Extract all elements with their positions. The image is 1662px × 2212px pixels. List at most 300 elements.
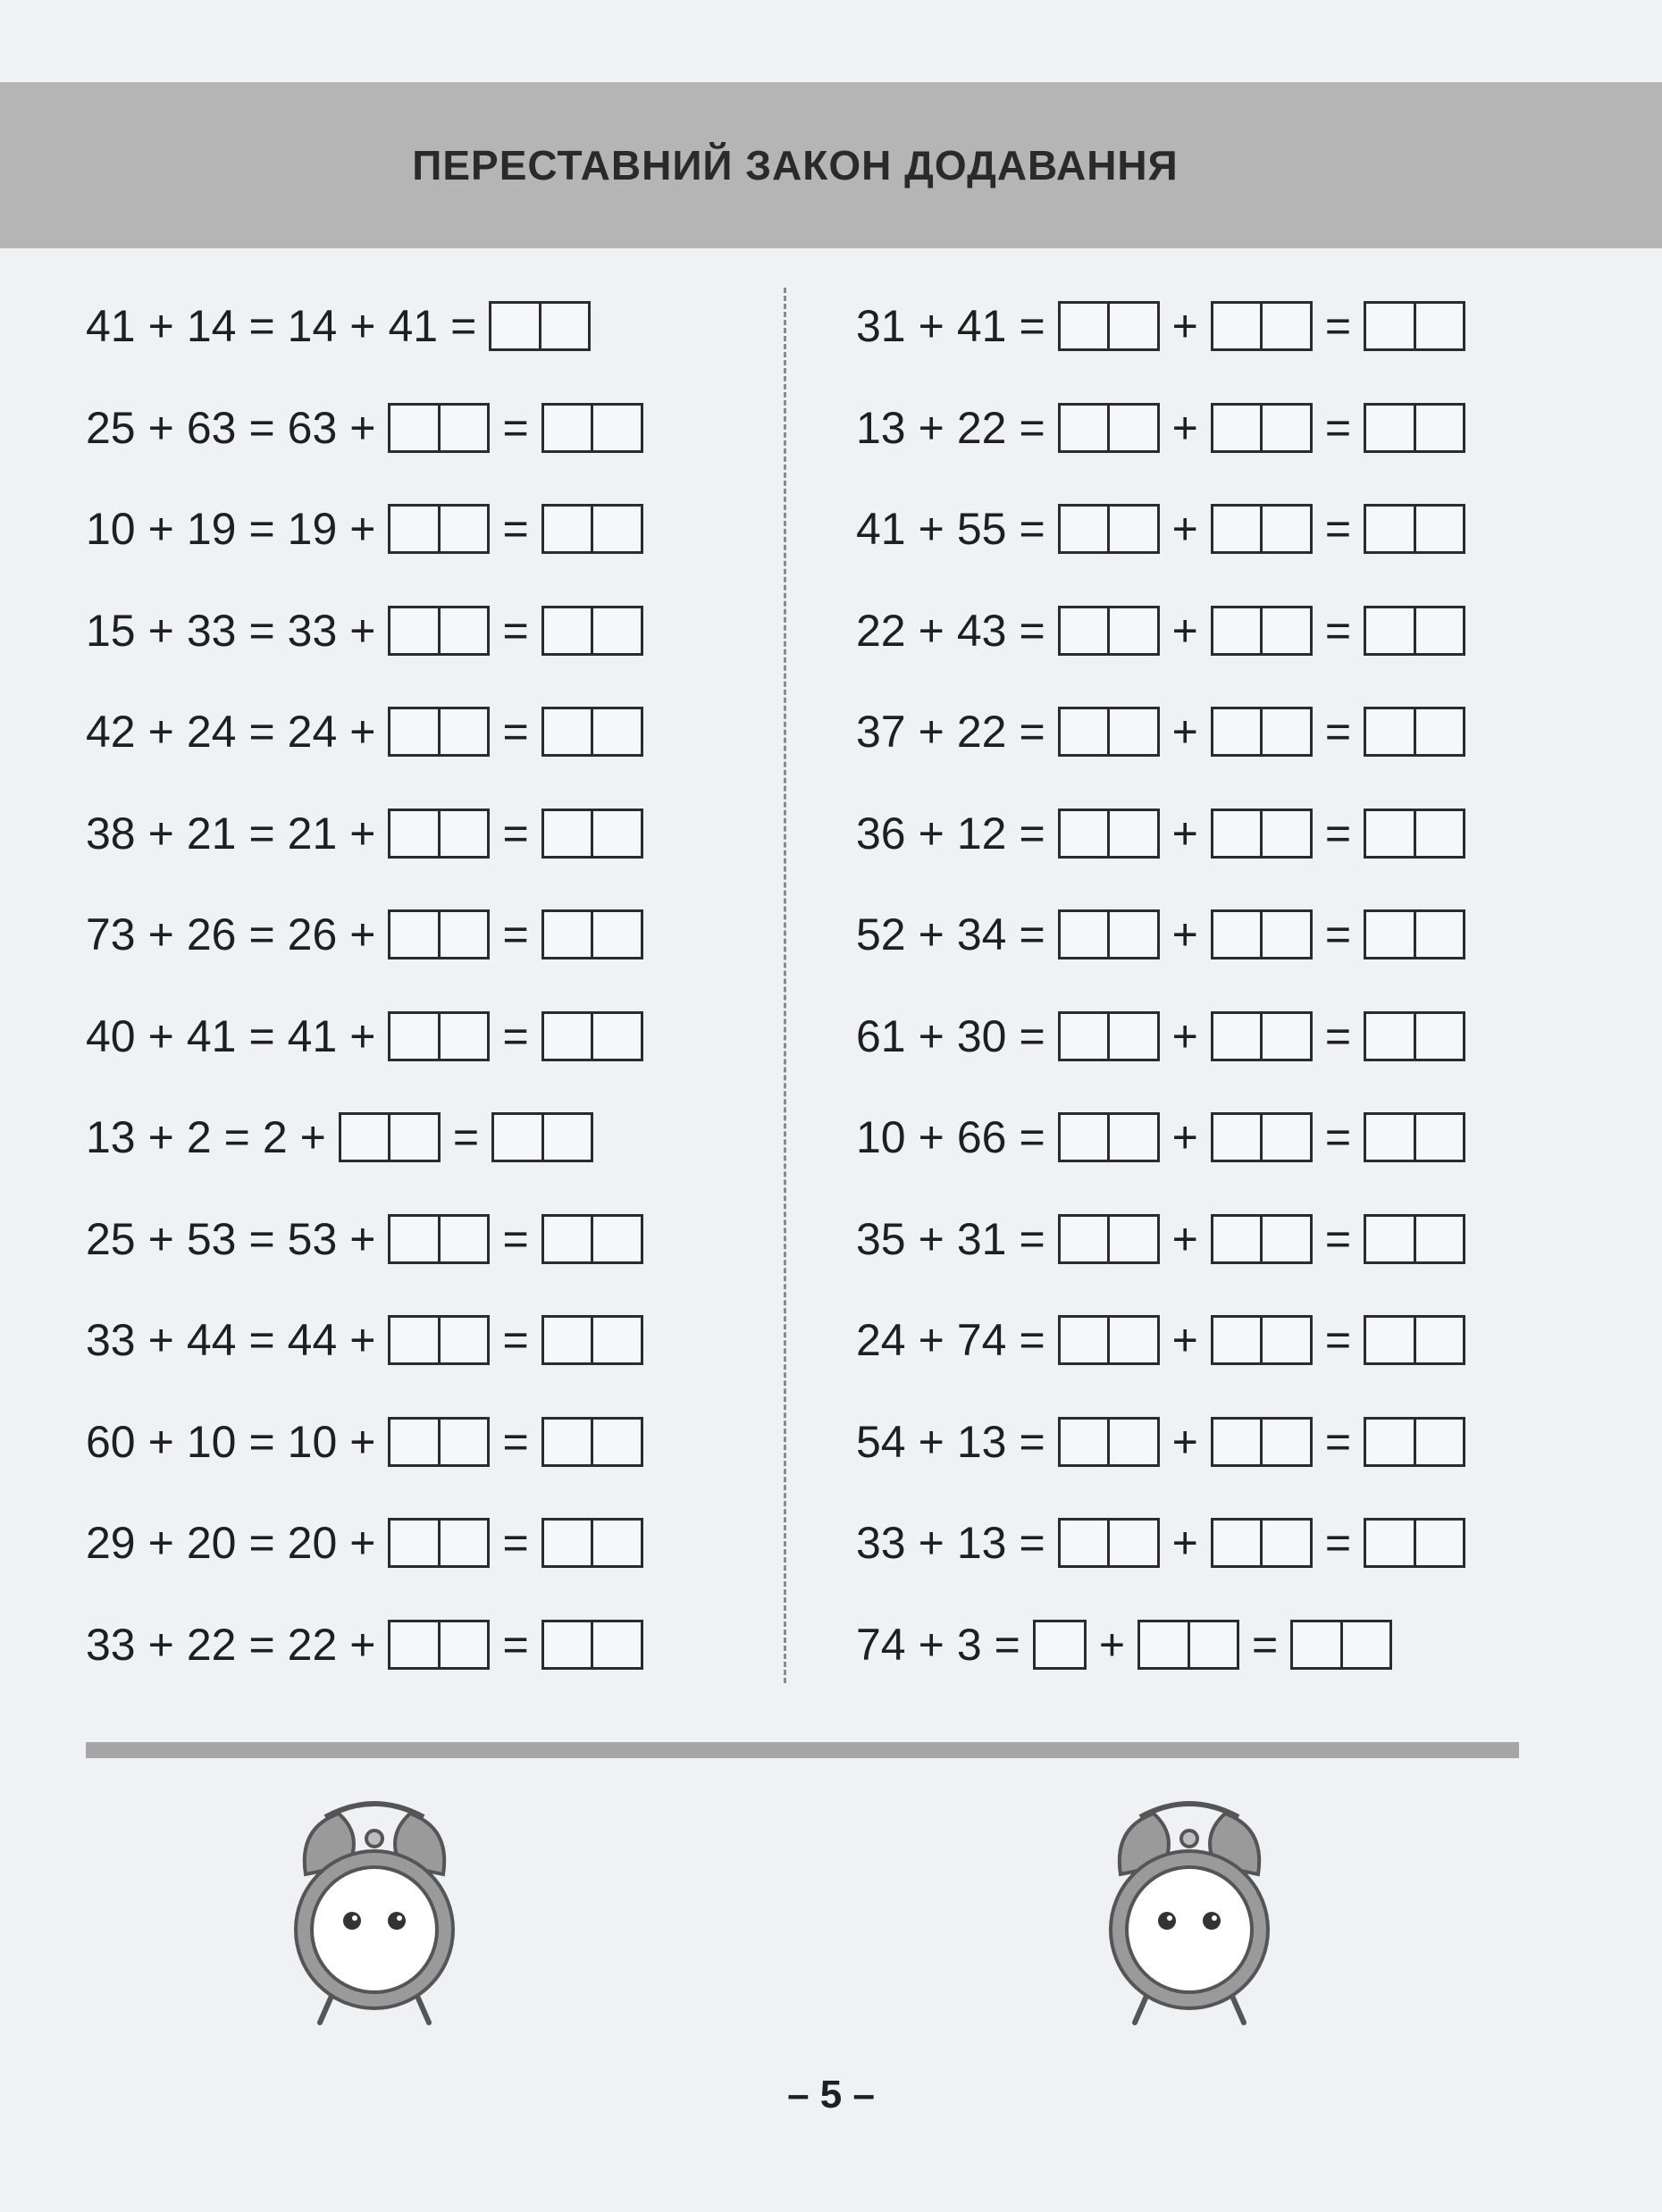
addend-a: 24 bbox=[856, 1315, 906, 1365]
digit-cell[interactable] bbox=[1414, 709, 1464, 754]
answer-box[interactable] bbox=[1058, 606, 1160, 656]
equals-sign: = bbox=[1324, 301, 1352, 351]
addend-a: 54 bbox=[856, 1416, 906, 1467]
digit-cell[interactable] bbox=[390, 406, 438, 450]
digit-cell[interactable] bbox=[1061, 912, 1108, 957]
answer-box[interactable] bbox=[489, 301, 591, 351]
digit-cell[interactable] bbox=[544, 608, 592, 653]
digit-cell[interactable] bbox=[1340, 1622, 1390, 1667]
digit-cell[interactable] bbox=[1213, 608, 1261, 653]
addend-a: 33 bbox=[86, 1619, 136, 1670]
answer-box[interactable] bbox=[388, 403, 490, 453]
digit-cell[interactable] bbox=[1260, 811, 1310, 856]
answer-box[interactable] bbox=[388, 1417, 490, 1467]
digit-cell[interactable] bbox=[1213, 912, 1261, 957]
exercise-row bbox=[86, 1309, 643, 1371]
equals-sign: = bbox=[502, 1010, 529, 1061]
answer-box[interactable] bbox=[1364, 1112, 1465, 1162]
plus-sign: + bbox=[1171, 707, 1198, 757]
addend-b: 20 bbox=[186, 1518, 237, 1568]
digit-cell[interactable] bbox=[544, 1318, 592, 1362]
answer-box[interactable] bbox=[1364, 1518, 1465, 1568]
answer-box[interactable] bbox=[388, 909, 490, 959]
answer-box[interactable] bbox=[388, 1214, 490, 1264]
swapped-addend: 53 bbox=[287, 1213, 338, 1264]
answer-box[interactable] bbox=[1290, 1620, 1392, 1670]
swapped-addend: 26 bbox=[287, 909, 338, 959]
digit-cell[interactable] bbox=[1366, 1014, 1414, 1059]
addend-b: 22 bbox=[956, 402, 1007, 453]
exercise-row bbox=[86, 903, 643, 966]
addend-a: 61 bbox=[856, 1010, 906, 1061]
digit-cell[interactable] bbox=[541, 1115, 592, 1160]
swapped-addend: 22 bbox=[287, 1619, 338, 1670]
answer-box[interactable] bbox=[541, 1214, 643, 1264]
answer-box[interactable] bbox=[541, 606, 643, 656]
equals-sign: = bbox=[1019, 1416, 1045, 1467]
digit-cell[interactable] bbox=[591, 1622, 641, 1667]
addend-b: 22 bbox=[186, 1619, 237, 1670]
digit-cell[interactable] bbox=[1036, 1622, 1084, 1667]
digit-cell[interactable] bbox=[390, 912, 438, 957]
digit-cell[interactable] bbox=[1260, 1217, 1310, 1261]
equals-sign: = bbox=[1019, 1315, 1045, 1365]
digit-cell[interactable] bbox=[1213, 1014, 1261, 1059]
digit-cell[interactable] bbox=[1107, 1115, 1157, 1160]
digit-cell[interactable] bbox=[1260, 406, 1310, 450]
digit-cell[interactable] bbox=[591, 1420, 641, 1464]
answer-box[interactable] bbox=[1364, 909, 1465, 959]
answer-box[interactable] bbox=[1058, 1011, 1160, 1061]
equals-sign: = bbox=[248, 504, 275, 554]
digit-cell[interactable] bbox=[544, 1521, 592, 1565]
digit-cell[interactable] bbox=[1293, 1622, 1340, 1667]
addend-b: 19 bbox=[186, 504, 237, 554]
equals-sign: = bbox=[1324, 808, 1352, 859]
plus-sign: + bbox=[147, 1112, 174, 1162]
digit-cell[interactable] bbox=[1213, 1521, 1261, 1565]
digit-cell[interactable] bbox=[491, 304, 539, 348]
answer-box[interactable] bbox=[541, 1011, 643, 1061]
equals-sign: = bbox=[248, 1010, 275, 1061]
answer-box[interactable] bbox=[1364, 301, 1465, 351]
digit-cell[interactable] bbox=[591, 1217, 641, 1261]
answer-box[interactable] bbox=[1211, 606, 1313, 656]
equals-sign: = bbox=[223, 1112, 250, 1162]
answer-box-single[interactable] bbox=[1033, 1620, 1087, 1670]
equals-sign: = bbox=[1019, 1010, 1045, 1061]
plus-sign: + bbox=[1171, 1518, 1198, 1568]
digit-cell[interactable] bbox=[1061, 811, 1108, 856]
plus-sign: + bbox=[147, 1315, 174, 1365]
answer-box[interactable] bbox=[1211, 707, 1313, 757]
digit-cell[interactable] bbox=[1107, 1217, 1157, 1261]
digit-cell[interactable] bbox=[438, 912, 488, 957]
digit-cell[interactable] bbox=[1414, 1217, 1464, 1261]
digit-cell[interactable] bbox=[438, 1420, 488, 1464]
digit-cell[interactable] bbox=[1260, 709, 1310, 754]
digit-cell[interactable] bbox=[1414, 912, 1464, 957]
digit-cell[interactable] bbox=[438, 1318, 488, 1362]
digit-cell[interactable] bbox=[1260, 1521, 1310, 1565]
equals-sign: = bbox=[502, 808, 529, 859]
digit-cell[interactable] bbox=[1414, 1420, 1464, 1464]
exercise-row bbox=[856, 1411, 1465, 1473]
addend-b: 63 bbox=[186, 402, 237, 453]
digit-cell[interactable] bbox=[1061, 1115, 1108, 1160]
digit-cell[interactable] bbox=[1414, 507, 1464, 551]
digit-cell[interactable] bbox=[1260, 507, 1310, 551]
answer-box[interactable] bbox=[1211, 1011, 1313, 1061]
digit-cell[interactable] bbox=[1366, 1217, 1414, 1261]
digit-cell[interactable] bbox=[544, 1420, 592, 1464]
digit-cell[interactable] bbox=[390, 1420, 438, 1464]
answer-box[interactable] bbox=[1364, 1315, 1465, 1365]
digit-cell[interactable] bbox=[1061, 304, 1108, 348]
digit-cell[interactable] bbox=[544, 709, 592, 754]
addend-a: 33 bbox=[856, 1518, 906, 1568]
addend-a: 41 bbox=[856, 504, 906, 554]
plus-sign: + bbox=[147, 1518, 174, 1568]
digit-cell[interactable] bbox=[388, 1115, 438, 1160]
digit-cell[interactable] bbox=[544, 811, 592, 856]
plus-sign: + bbox=[1171, 1010, 1198, 1061]
exercise-row bbox=[86, 1208, 643, 1270]
equals-sign: = bbox=[502, 1315, 529, 1365]
equals-sign: = bbox=[1324, 1112, 1352, 1162]
digit-cell[interactable] bbox=[1213, 304, 1261, 348]
digit-cell[interactable] bbox=[1260, 304, 1310, 348]
answer-box[interactable] bbox=[1211, 1417, 1313, 1467]
digit-cell[interactable] bbox=[591, 608, 641, 653]
answer-box[interactable] bbox=[1137, 1620, 1239, 1670]
digit-cell[interactable] bbox=[591, 507, 641, 551]
answer-box[interactable] bbox=[388, 809, 490, 859]
digit-cell[interactable] bbox=[1366, 709, 1414, 754]
answer-box[interactable] bbox=[1058, 809, 1160, 859]
digit-cell[interactable] bbox=[1366, 304, 1414, 348]
digit-cell[interactable] bbox=[1107, 304, 1157, 348]
addend-b: 13 bbox=[956, 1518, 1007, 1568]
digit-cell[interactable] bbox=[1061, 406, 1108, 450]
digit-cell[interactable] bbox=[1107, 912, 1157, 957]
addend-a: 13 bbox=[86, 1112, 136, 1162]
equals-sign: = bbox=[452, 1112, 480, 1162]
digit-cell[interactable] bbox=[1260, 1318, 1310, 1362]
digit-cell[interactable] bbox=[1260, 608, 1310, 653]
addend-b: 22 bbox=[956, 707, 1007, 757]
digit-cell[interactable] bbox=[1260, 912, 1310, 957]
equals-sign: = bbox=[1324, 1518, 1352, 1568]
answer-box[interactable] bbox=[1364, 1214, 1465, 1264]
answer-box[interactable] bbox=[339, 1112, 441, 1162]
digit-cell[interactable] bbox=[1061, 1318, 1108, 1362]
answer-box[interactable] bbox=[1364, 606, 1465, 656]
answer-box[interactable] bbox=[388, 504, 490, 554]
digit-cell[interactable] bbox=[1107, 608, 1157, 653]
digit-cell[interactable] bbox=[1107, 406, 1157, 450]
equals-sign: = bbox=[1324, 1315, 1352, 1365]
plus-sign: + bbox=[147, 1010, 174, 1061]
digit-cell[interactable] bbox=[1366, 811, 1414, 856]
swapped-addend: 63 bbox=[287, 402, 338, 453]
digit-cell[interactable] bbox=[1414, 1115, 1464, 1160]
digit-cell[interactable] bbox=[438, 507, 488, 551]
digit-cell[interactable] bbox=[1061, 1420, 1108, 1464]
digit-cell[interactable] bbox=[1213, 709, 1261, 754]
plus-sign: + bbox=[1098, 1619, 1126, 1670]
equals-sign: = bbox=[1019, 1112, 1045, 1162]
answer-box[interactable] bbox=[1211, 504, 1313, 554]
digit-cell[interactable] bbox=[1260, 1420, 1310, 1464]
digit-cell[interactable] bbox=[494, 1115, 541, 1160]
equals-sign: = bbox=[1324, 504, 1352, 554]
digit-cell[interactable] bbox=[1140, 1622, 1188, 1667]
digit-cell[interactable] bbox=[1188, 1622, 1238, 1667]
digit-cell[interactable] bbox=[539, 304, 589, 348]
digit-cell[interactable] bbox=[390, 1318, 438, 1362]
digit-cell[interactable] bbox=[1061, 709, 1108, 754]
plus-sign: + bbox=[147, 1416, 174, 1467]
answer-box[interactable] bbox=[1058, 1518, 1160, 1568]
page-title: ПЕРЕСТАВНИЙ ЗАКОН ДОДАВАННЯ bbox=[412, 142, 1179, 189]
digit-cell[interactable] bbox=[1061, 1217, 1108, 1261]
digit-cell[interactable] bbox=[390, 1014, 438, 1059]
digit-cell[interactable] bbox=[1260, 1014, 1310, 1059]
answer-box[interactable] bbox=[541, 707, 643, 757]
answer-box[interactable] bbox=[1211, 301, 1313, 351]
answer-box[interactable] bbox=[1058, 504, 1160, 554]
digit-cell[interactable] bbox=[1366, 1115, 1414, 1160]
digit-cell[interactable] bbox=[544, 507, 592, 551]
addend-b: 55 bbox=[956, 504, 1007, 554]
digit-cell[interactable] bbox=[438, 608, 488, 653]
addend-a: 35 bbox=[856, 1213, 906, 1264]
digit-cell[interactable] bbox=[1107, 1318, 1157, 1362]
digit-cell[interactable] bbox=[438, 1217, 488, 1261]
digit-cell[interactable] bbox=[438, 709, 488, 754]
digit-cell[interactable] bbox=[1414, 1521, 1464, 1565]
plus-sign: + bbox=[147, 1619, 174, 1670]
digit-cell[interactable] bbox=[1107, 507, 1157, 551]
digit-cell[interactable] bbox=[1107, 709, 1157, 754]
digit-cell[interactable] bbox=[591, 1014, 641, 1059]
digit-cell[interactable] bbox=[1366, 1420, 1414, 1464]
swapped-addend: 20 bbox=[287, 1518, 338, 1568]
digit-cell[interactable] bbox=[1366, 1318, 1414, 1362]
digit-cell[interactable] bbox=[390, 1217, 438, 1261]
digit-cell[interactable] bbox=[390, 1521, 438, 1565]
plus-sign: + bbox=[147, 808, 174, 859]
equals-sign: = bbox=[502, 909, 529, 959]
plus-sign: + bbox=[1171, 301, 1198, 351]
answer-box[interactable] bbox=[388, 1315, 490, 1365]
exercise-row bbox=[856, 397, 1465, 459]
addend-a: 22 bbox=[856, 605, 906, 656]
answer-box[interactable] bbox=[541, 1417, 643, 1467]
digit-cell[interactable] bbox=[1213, 811, 1261, 856]
addend-b: 21 bbox=[186, 808, 237, 859]
swapped-addend: 2 bbox=[262, 1112, 288, 1162]
answer-box[interactable] bbox=[1364, 1011, 1465, 1061]
swapped-addend: 24 bbox=[287, 707, 338, 757]
digit-cell[interactable] bbox=[544, 1622, 592, 1667]
digit-cell[interactable] bbox=[544, 1014, 592, 1059]
answer-box[interactable] bbox=[1211, 1214, 1313, 1264]
answer-box[interactable] bbox=[1364, 1417, 1465, 1467]
equals-sign: = bbox=[1252, 1619, 1279, 1670]
digit-cell[interactable] bbox=[544, 1217, 592, 1261]
digit-cell[interactable] bbox=[390, 507, 438, 551]
exercise-row bbox=[856, 1005, 1465, 1068]
plus-sign: + bbox=[349, 605, 376, 656]
digit-cell[interactable] bbox=[1061, 507, 1108, 551]
plus-sign: + bbox=[147, 909, 174, 959]
plus-sign: + bbox=[349, 1213, 376, 1264]
answer-box[interactable] bbox=[491, 1112, 593, 1162]
exercise-row bbox=[856, 295, 1465, 357]
digit-cell[interactable] bbox=[1107, 1420, 1157, 1464]
answer-box[interactable] bbox=[541, 909, 643, 959]
digit-cell[interactable] bbox=[544, 406, 592, 450]
answer-box[interactable] bbox=[1211, 1315, 1313, 1365]
swapped-addend: 10 bbox=[287, 1416, 338, 1467]
digit-cell[interactable] bbox=[591, 1521, 641, 1565]
answer-box[interactable] bbox=[541, 809, 643, 859]
answer-box[interactable] bbox=[541, 403, 643, 453]
digit-cell[interactable] bbox=[544, 912, 592, 957]
plus-sign: + bbox=[349, 707, 376, 757]
digit-cell[interactable] bbox=[1213, 1318, 1261, 1362]
answer-box[interactable] bbox=[388, 1011, 490, 1061]
digit-cell[interactable] bbox=[438, 406, 488, 450]
digit-cell[interactable] bbox=[438, 1521, 488, 1565]
answer-box[interactable] bbox=[1364, 707, 1465, 757]
plus-sign: + bbox=[299, 1112, 326, 1162]
answer-box[interactable] bbox=[1211, 809, 1313, 859]
digit-cell[interactable] bbox=[1107, 1014, 1157, 1059]
digit-cell[interactable] bbox=[1213, 1115, 1261, 1160]
digit-cell[interactable] bbox=[1414, 304, 1464, 348]
digit-cell[interactable] bbox=[1061, 608, 1108, 653]
digit-cell[interactable] bbox=[591, 912, 641, 957]
alarm-clock-icon bbox=[290, 1796, 459, 2037]
digit-cell[interactable] bbox=[591, 709, 641, 754]
plus-sign: + bbox=[918, 1213, 944, 1264]
equals-sign: = bbox=[502, 1416, 529, 1467]
answer-box[interactable] bbox=[541, 504, 643, 554]
plus-sign: + bbox=[349, 301, 376, 351]
digit-cell[interactable] bbox=[1213, 1217, 1261, 1261]
answer-box[interactable] bbox=[388, 606, 490, 656]
answer-box[interactable] bbox=[1058, 403, 1160, 453]
digit-cell[interactable] bbox=[1414, 406, 1464, 450]
answer-box[interactable] bbox=[388, 1518, 490, 1568]
equals-sign: = bbox=[1324, 707, 1352, 757]
plus-sign: + bbox=[918, 1518, 944, 1568]
answer-box[interactable] bbox=[541, 1315, 643, 1365]
answer-box[interactable] bbox=[541, 1518, 643, 1568]
digit-cell[interactable] bbox=[1107, 811, 1157, 856]
answer-box[interactable] bbox=[1058, 1417, 1160, 1467]
digit-cell[interactable] bbox=[1366, 1521, 1414, 1565]
digit-cell[interactable] bbox=[1061, 1521, 1108, 1565]
digit-cell[interactable] bbox=[390, 608, 438, 653]
plus-sign: + bbox=[147, 504, 174, 554]
answer-box[interactable] bbox=[1211, 403, 1313, 453]
answer-box[interactable] bbox=[1364, 504, 1465, 554]
addend-a: 33 bbox=[86, 1315, 136, 1365]
digit-cell[interactable] bbox=[438, 811, 488, 856]
answer-box[interactable] bbox=[1211, 1518, 1313, 1568]
addend-b: 33 bbox=[186, 605, 237, 656]
digit-cell[interactable] bbox=[438, 1014, 488, 1059]
equals-sign: = bbox=[1019, 707, 1045, 757]
equals-sign: = bbox=[248, 707, 275, 757]
digit-cell[interactable] bbox=[1213, 406, 1261, 450]
answer-box[interactable] bbox=[1364, 403, 1465, 453]
digit-cell[interactable] bbox=[591, 1318, 641, 1362]
answer-box[interactable] bbox=[1211, 1112, 1313, 1162]
plus-sign: + bbox=[918, 808, 944, 859]
addend-a: 31 bbox=[856, 301, 906, 351]
exercise-row bbox=[86, 700, 643, 763]
digit-cell[interactable] bbox=[1414, 608, 1464, 653]
digit-cell[interactable] bbox=[1213, 507, 1261, 551]
plus-sign: + bbox=[918, 1315, 944, 1365]
answer-box[interactable] bbox=[1058, 301, 1160, 351]
digit-cell[interactable] bbox=[1414, 1014, 1464, 1059]
digit-cell[interactable] bbox=[1366, 608, 1414, 653]
digit-cell[interactable] bbox=[390, 709, 438, 754]
digit-cell[interactable] bbox=[390, 811, 438, 856]
answer-box[interactable] bbox=[1058, 1112, 1160, 1162]
answer-box[interactable] bbox=[1364, 809, 1465, 859]
digit-cell[interactable] bbox=[438, 1622, 488, 1667]
exercise-row bbox=[856, 700, 1465, 763]
digit-cell[interactable] bbox=[390, 1622, 438, 1667]
plus-sign: + bbox=[147, 707, 174, 757]
digit-cell[interactable] bbox=[1107, 1521, 1157, 1565]
addend-b: 3 bbox=[956, 1619, 982, 1670]
answer-box[interactable] bbox=[388, 1620, 490, 1670]
addend-b: 66 bbox=[956, 1112, 1007, 1162]
digit-cell[interactable] bbox=[1366, 912, 1414, 957]
digit-cell[interactable] bbox=[341, 1115, 389, 1160]
plus-sign: + bbox=[147, 402, 174, 453]
plus-sign: + bbox=[1171, 808, 1198, 859]
digit-cell[interactable] bbox=[1414, 1318, 1464, 1362]
exercise-row bbox=[86, 1512, 643, 1574]
digit-cell[interactable] bbox=[1414, 811, 1464, 856]
addend-a: 52 bbox=[856, 909, 906, 959]
answer-box[interactable] bbox=[1058, 707, 1160, 757]
answer-box[interactable] bbox=[388, 707, 490, 757]
digit-cell[interactable] bbox=[1260, 1115, 1310, 1160]
answer-box[interactable] bbox=[1058, 1214, 1160, 1264]
answer-box[interactable] bbox=[1058, 1315, 1160, 1365]
digit-cell[interactable] bbox=[1213, 1420, 1261, 1464]
answer-box[interactable] bbox=[1211, 909, 1313, 959]
answer-box[interactable] bbox=[541, 1620, 643, 1670]
digit-cell[interactable] bbox=[1366, 507, 1414, 551]
digit-cell[interactable] bbox=[1061, 1014, 1108, 1059]
digit-cell[interactable] bbox=[591, 406, 641, 450]
answer-box[interactable] bbox=[1058, 909, 1160, 959]
exercise-row bbox=[856, 1106, 1465, 1169]
digit-cell[interactable] bbox=[1366, 406, 1414, 450]
digit-cell[interactable] bbox=[591, 811, 641, 856]
